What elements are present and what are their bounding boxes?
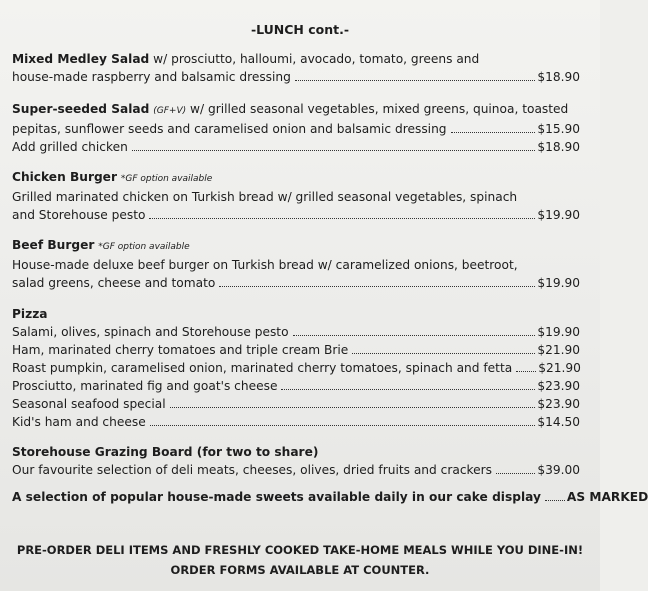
pizza-item — [12, 377, 580, 395]
page-title: -LUNCH cont.- — [250, 22, 350, 37]
menu-item-beef-burger — [12, 236, 580, 292]
footer-line: ORDER FORMS AVAILABLE AT COUNTER. — [170, 563, 430, 577]
pizza-label: Prosciutto, marinated fig and goat's cheese — [12, 379, 278, 393]
dot-leader — [170, 407, 536, 408]
item-description: House-made deluxe beef burger on Turkish bread w/ caramelized onions, beetroot, — [12, 258, 518, 272]
section-heading: Pizza — [12, 307, 48, 321]
dot-leader — [295, 80, 535, 81]
extra-price: $18.90 — [537, 140, 580, 154]
menu-item-mixed-medley-salad — [12, 50, 580, 86]
item-description: w/ prosciutto, halloumi, avocado, tomato, greens and — [153, 52, 480, 66]
dot-leader — [352, 353, 535, 354]
pizza-label: Ham, marinated cherry tomatoes and triple cream Brie — [12, 343, 349, 357]
item-description: A selection of popular house-made sweets available daily in our cake display — [12, 490, 541, 504]
pizza-item — [12, 323, 580, 341]
dietary-tag: (GF+V) — [153, 106, 187, 116]
pizza-label: Roast pumpkin, caramelised onion, marinated cherry tomatoes, spinach and fetta — [12, 361, 513, 375]
item-price: $19.90 — [537, 276, 580, 290]
pizza-price: $23.90 — [537, 379, 580, 393]
pizza-label: Kid's ham and cheese — [12, 415, 146, 429]
extra-label: Add grilled chicken — [12, 140, 128, 154]
item-description: Grilled marinated chicken on Turkish bread w/ grilled seasonal vegetables, spinach — [12, 190, 518, 204]
dot-leader — [150, 425, 536, 426]
menu-item-chicken-burger — [12, 168, 580, 224]
pizza-item — [12, 359, 580, 377]
pizza-label: Salami, olives, spinach and Storehouse pesto — [12, 325, 289, 339]
item-price: $18.90 — [537, 70, 580, 84]
item-price: $19.90 — [537, 208, 580, 222]
dot-leader — [516, 371, 536, 372]
item-price: AS MARKED — [566, 490, 648, 504]
menu-section-pizza — [12, 305, 580, 431]
pizza-label: Seasonal seafood special — [12, 397, 166, 411]
pizza-price: $21.90 — [537, 343, 580, 357]
menu-item-grazing-board — [12, 443, 580, 479]
pizza-item — [12, 341, 580, 359]
pizza-item — [12, 395, 580, 413]
menu-item-sweets — [12, 488, 648, 506]
dot-leader — [451, 132, 536, 133]
pizza-price: $14.50 — [537, 415, 580, 429]
item-description: salad greens, cheese and tomato — [12, 276, 216, 290]
dot-leader — [496, 473, 535, 474]
footer-line: PRE-ORDER DELI ITEMS AND FRESHLY COOKED TAKE-HOME MEALS WHILE YOU DINE-IN! — [16, 543, 584, 557]
dot-leader — [293, 335, 536, 336]
item-description: pepitas, sunflower seeds and caramelised onion and balsamic dressing — [12, 122, 447, 136]
pizza-price: $23.90 — [537, 397, 580, 411]
dot-leader — [132, 150, 536, 151]
pizza-price: $21.90 — [538, 361, 581, 375]
pizza-price: $19.90 — [537, 325, 580, 339]
dot-leader — [281, 389, 535, 390]
item-name: Super-seeded Salad — [12, 102, 150, 116]
item-name: Beef Burger — [12, 238, 95, 252]
item-name: Chicken Burger — [12, 170, 117, 184]
dot-leader — [219, 286, 535, 287]
pizza-item — [12, 413, 580, 431]
item-description: w/ grilled seasonal vegetables, mixed greens, quinoa, toasted — [190, 102, 569, 116]
item-name: Storehouse Grazing Board (for two to share) — [12, 445, 319, 459]
item-description: Our favourite selection of deli meats, cheeses, olives, dried fruits and crackers — [12, 463, 492, 477]
menu-item-super-seeded-salad — [12, 100, 580, 156]
item-description: house-made raspberry and balsamic dressing — [12, 70, 291, 84]
footer-notice — [0, 540, 600, 580]
item-price: $15.90 — [537, 122, 580, 136]
dot-leader — [149, 218, 535, 219]
gf-option-tag: *GF option available — [120, 174, 213, 184]
dot-leader — [545, 500, 565, 501]
item-description: and Storehouse pesto — [12, 208, 146, 222]
gf-option-tag: *GF option available — [98, 242, 190, 252]
item-price: $39.00 — [537, 463, 580, 477]
item-name: Mixed Medley Salad — [12, 52, 150, 66]
